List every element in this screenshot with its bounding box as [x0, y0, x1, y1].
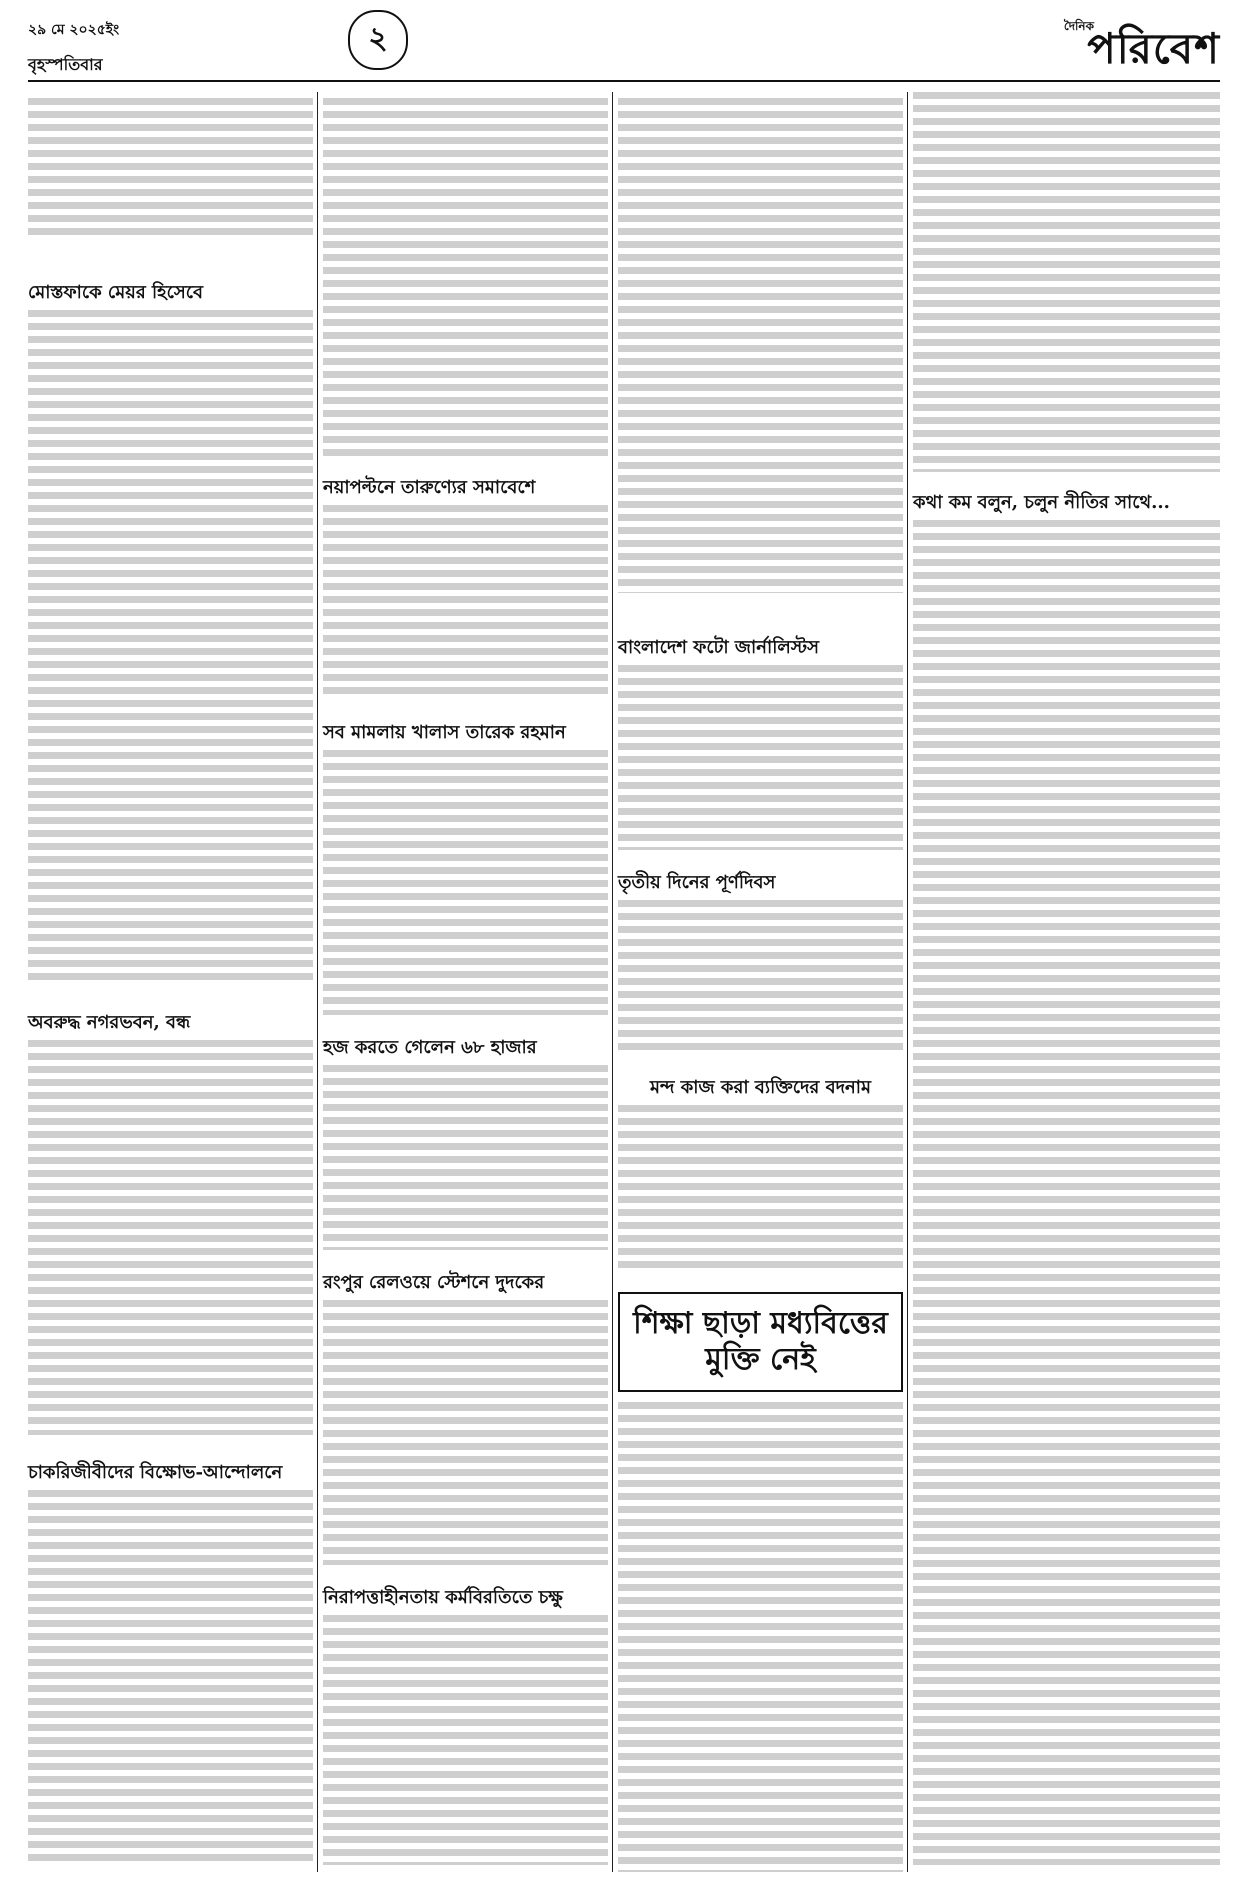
- article-headline: অবরুদ্ধ নগরভবন, বন্ধ: [28, 1012, 191, 1033]
- article-body: [618, 900, 903, 1055]
- brand-logo: পরিবেশ: [1087, 24, 1220, 73]
- feature-headline-box: [618, 1292, 903, 1392]
- article-body: [28, 310, 313, 980]
- article-body: [618, 1402, 903, 1872]
- article: [618, 1077, 903, 1277]
- article: [323, 477, 608, 707]
- column-rule: [907, 92, 908, 1872]
- article-body: [28, 98, 313, 238]
- issue-date: ২৯ মে ২০২৫ইং: [28, 22, 120, 38]
- column-1: [28, 92, 313, 1872]
- article: [323, 722, 608, 1022]
- feature-headline: শিক্ষা ছাড়া মধ্যবিত্তের মুক্তি নেই: [633, 1306, 888, 1377]
- article-headline: মন্দ কাজ করা ব্যক্তিদের বদনাম: [649, 1077, 872, 1098]
- article-headline: তৃতীয় দিনের পূর্ণদিবস: [618, 872, 776, 893]
- article-body: [618, 665, 903, 850]
- article-headline: মোস্তফাকে মেয়র হিসেবে: [28, 282, 203, 303]
- article-body: [323, 1300, 608, 1565]
- article-body: [323, 505, 608, 700]
- article-headline: বাংলাদেশ ফটো জার্নালিস্টস: [618, 637, 819, 658]
- article-body: [323, 1615, 608, 1865]
- article: [618, 637, 903, 857]
- column-rule: [317, 92, 318, 1872]
- column-rule: [612, 92, 613, 1872]
- page-number: ২: [348, 10, 408, 70]
- article: [323, 1587, 608, 1872]
- article-body: [28, 1490, 313, 1865]
- article-headline: রংপুর রেলওয়ে স্টেশনে দুদকের: [323, 1272, 545, 1293]
- article-body: [618, 1105, 903, 1270]
- article: [28, 92, 313, 262]
- article-body: [28, 1040, 313, 1435]
- article: [618, 1402, 903, 1872]
- article: [323, 1037, 608, 1257]
- article-body: [913, 520, 1220, 1865]
- article-body: [323, 98, 608, 458]
- article: [618, 872, 903, 1062]
- article-body: [913, 92, 1220, 472]
- article: [323, 1272, 608, 1572]
- article-body: [618, 98, 903, 593]
- article: [28, 282, 313, 992]
- issue-weekday: বৃহস্পতিবার: [28, 55, 103, 74]
- article-headline: হজ করতে গেলেন ৬৮ হাজার: [323, 1037, 537, 1058]
- article-headline: নয়াপল্টনে তারুণ্যের সমাবেশে: [323, 477, 536, 498]
- article-headline: সব মামলায় খালাস তারেক রহমান: [323, 722, 566, 743]
- column-3: [618, 92, 903, 1872]
- masthead: [28, 10, 1220, 82]
- article-headline: কথা কম বলুন, চলুন নীতির সাথে...: [913, 492, 1170, 513]
- article-headline: নিরাপত্তাহীনতায় কর্মবিরতিতে চক্ষু: [323, 1587, 563, 1608]
- article: [618, 92, 903, 622]
- article: [913, 92, 1220, 472]
- article: [323, 92, 608, 462]
- article-body: [323, 750, 608, 1015]
- article: [28, 1012, 313, 1442]
- column-2: [323, 92, 608, 1872]
- article: [28, 1462, 313, 1872]
- article-headline: চাকরিজীবীদের বিক্ষোভ-আন্দোলনে: [28, 1462, 283, 1483]
- column-4: [913, 92, 1220, 1872]
- article: [913, 492, 1220, 1872]
- article-body: [323, 1065, 608, 1250]
- brand-prefix: দৈনিক: [1063, 19, 1094, 33]
